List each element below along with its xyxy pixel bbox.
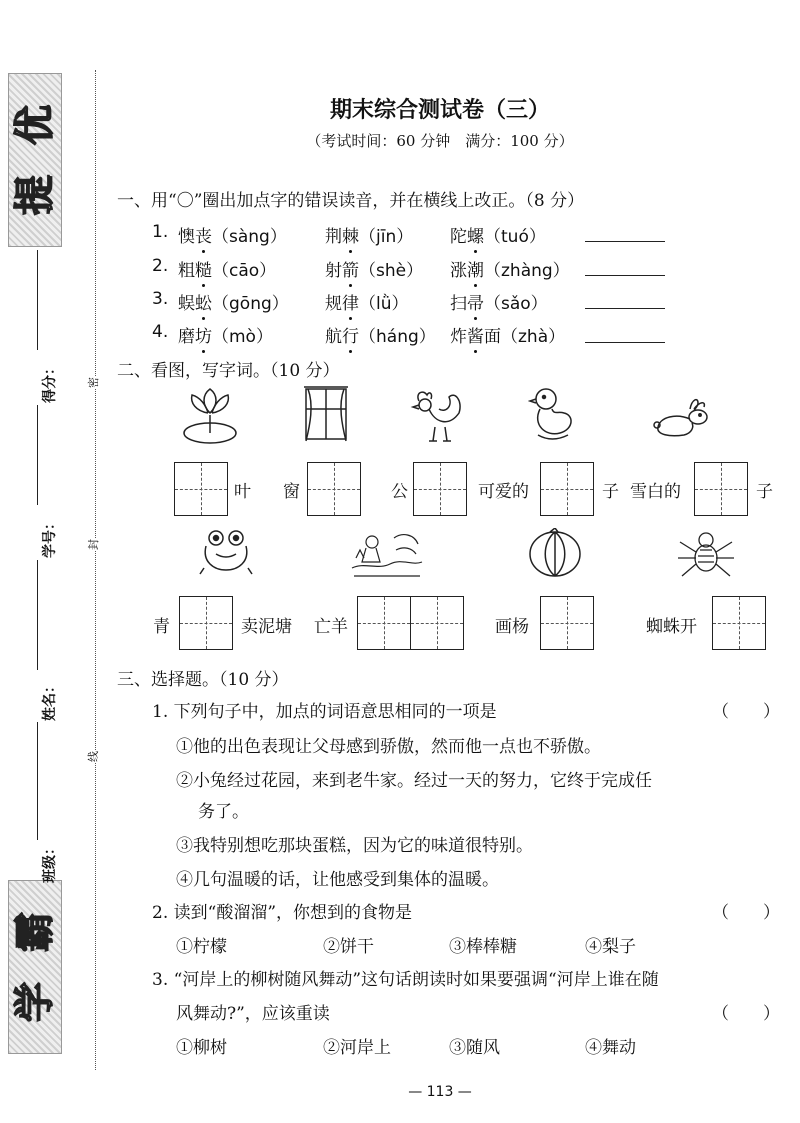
option-text: ②河岸上 xyxy=(323,1038,391,1058)
side-fill-line xyxy=(37,560,38,670)
class-label: 班级： xyxy=(42,841,58,883)
char-box[interactable] xyxy=(307,462,361,516)
answer-line[interactable] xyxy=(585,275,665,276)
prompt-text: 亡羊 xyxy=(314,617,348,637)
row-number: 1. xyxy=(152,222,169,242)
prompt-text: 卖泥塘 xyxy=(241,617,292,637)
char-box[interactable] xyxy=(413,462,467,516)
prompt-text: 雪白的 xyxy=(630,482,681,502)
option-text: ③随风 xyxy=(449,1038,500,1058)
side-brand-bottom xyxy=(8,880,62,1054)
option-text: ①他的出色表现让父母感到骄傲，然而他一点也不骄傲。 xyxy=(176,737,601,757)
window-image xyxy=(300,385,352,445)
page-number: — 113 — xyxy=(408,1084,472,1100)
answer-line[interactable] xyxy=(585,342,665,343)
row-number: 2. xyxy=(152,256,169,276)
spider-image xyxy=(676,526,736,582)
word-item: 涨潮（zhàng） xyxy=(450,261,570,281)
side-char: 优 xyxy=(12,104,58,145)
page-title: 期末综合测试卷（三） xyxy=(329,98,550,123)
word-item: 航行（háng） xyxy=(325,327,436,347)
prompt-text: 公 xyxy=(391,482,408,502)
exam-info: （考试时间：60 分钟 满分：100 分） xyxy=(306,132,574,150)
cut-mark: 线 xyxy=(87,751,100,762)
answer-line[interactable] xyxy=(585,241,665,242)
word-item: 扫帚（sǎo） xyxy=(450,294,548,314)
row-number: 4. xyxy=(152,322,169,342)
prompt-text: 子 xyxy=(756,482,773,502)
option-text: ①柠檬 xyxy=(176,937,227,957)
frog-image xyxy=(198,528,254,576)
answer-paren[interactable]: （ ） xyxy=(712,1004,780,1024)
char-box[interactable] xyxy=(540,596,594,650)
option-text: ②饼干 xyxy=(323,937,374,957)
question-3-stem: 3. “河岸上的柳树随风舞动”这句话朗读时如果要强调“河岸上谁在随 xyxy=(152,970,659,990)
question-3-stem-cont: 风舞动?”，应该重读 xyxy=(176,1004,330,1024)
section1-heading: 一、用“〇”圈出加点字的错误读音，并在横线上改正。（8 分） xyxy=(117,191,585,211)
word-item: 磨坊（mò） xyxy=(178,327,273,347)
duckling-image xyxy=(528,385,576,443)
option-text: ③棒棒糖 xyxy=(449,937,517,957)
word-item: 蜈蚣（gōng） xyxy=(178,294,289,314)
option-text: ④梨子 xyxy=(585,937,636,957)
option-text: ②小兔经过花园，来到老牛家。经过一天的努力，它终于完成任 xyxy=(176,771,652,791)
cut-line xyxy=(95,70,96,1070)
char-box[interactable] xyxy=(174,462,228,516)
fable-scene-image xyxy=(350,528,424,580)
name-label: 姓名： xyxy=(42,679,58,721)
section3-heading: 三、选择题。（10 分） xyxy=(117,670,289,690)
option-text: ③我特别想吃那块蛋糕，因为它的味道很特别。 xyxy=(176,836,533,856)
char-box[interactable] xyxy=(179,596,233,650)
prompt-text: 青 xyxy=(153,617,170,637)
word-item: 陀螺（tuó） xyxy=(450,227,546,247)
word-item: 粗糙（cāo） xyxy=(178,261,277,281)
word-item: 荆棘（jīn） xyxy=(325,227,414,247)
prompt-text: 可爱的 xyxy=(478,482,529,502)
prompt-text: 蜘蛛开 xyxy=(646,617,697,637)
prompt-text: 画杨 xyxy=(495,617,529,637)
lotus-image xyxy=(180,385,240,447)
side-char: 提 xyxy=(12,175,58,216)
char-box[interactable] xyxy=(540,462,594,516)
rabbit-image xyxy=(650,395,716,441)
option-text: ④几句温暖的话，让他感受到集体的温暖。 xyxy=(176,870,499,890)
question-1-stem: 1. 下列句子中，加点的词语意思相同的一项是 xyxy=(152,702,497,722)
option-text: ④舞动 xyxy=(585,1038,636,1058)
char-box[interactable] xyxy=(694,462,748,516)
char-box-4[interactable] xyxy=(357,596,464,650)
side-fill-line xyxy=(37,250,38,350)
rooster-image xyxy=(405,383,465,447)
option-text: 务了。 xyxy=(198,802,249,822)
cut-mark: 密 xyxy=(87,377,100,388)
prompt-text: 窗 xyxy=(283,482,300,502)
word-item: 规律（lǜ） xyxy=(325,294,409,314)
answer-paren[interactable]: （ ） xyxy=(712,702,780,722)
prompt-text: 子 xyxy=(602,482,619,502)
side-char: 霸 xyxy=(12,911,58,952)
row-number: 3. xyxy=(152,289,169,309)
word-item: 炸酱面（zhà） xyxy=(450,327,566,347)
word-item: 射箭（shè） xyxy=(325,261,424,281)
answer-line[interactable] xyxy=(585,308,665,309)
question-2-stem: 2. 读到“酸溜溜”，你想到的食物是 xyxy=(152,903,413,923)
prompt-text: 叶 xyxy=(234,482,251,502)
char-box[interactable] xyxy=(712,596,766,650)
side-char: 学 xyxy=(12,982,58,1023)
answer-paren[interactable]: （ ） xyxy=(712,903,780,923)
side-fill-line xyxy=(37,722,38,840)
cut-mark: 封 xyxy=(87,539,100,550)
word-item: 懊丧（sàng） xyxy=(178,227,287,247)
student-id-label: 学号： xyxy=(42,516,58,558)
section2-heading: 二、看图，写字词。（10 分） xyxy=(117,361,340,381)
melon-image xyxy=(528,528,582,578)
option-text: ①柳树 xyxy=(176,1038,227,1058)
score-label: 得分： xyxy=(42,361,58,403)
side-fill-line xyxy=(37,405,38,505)
